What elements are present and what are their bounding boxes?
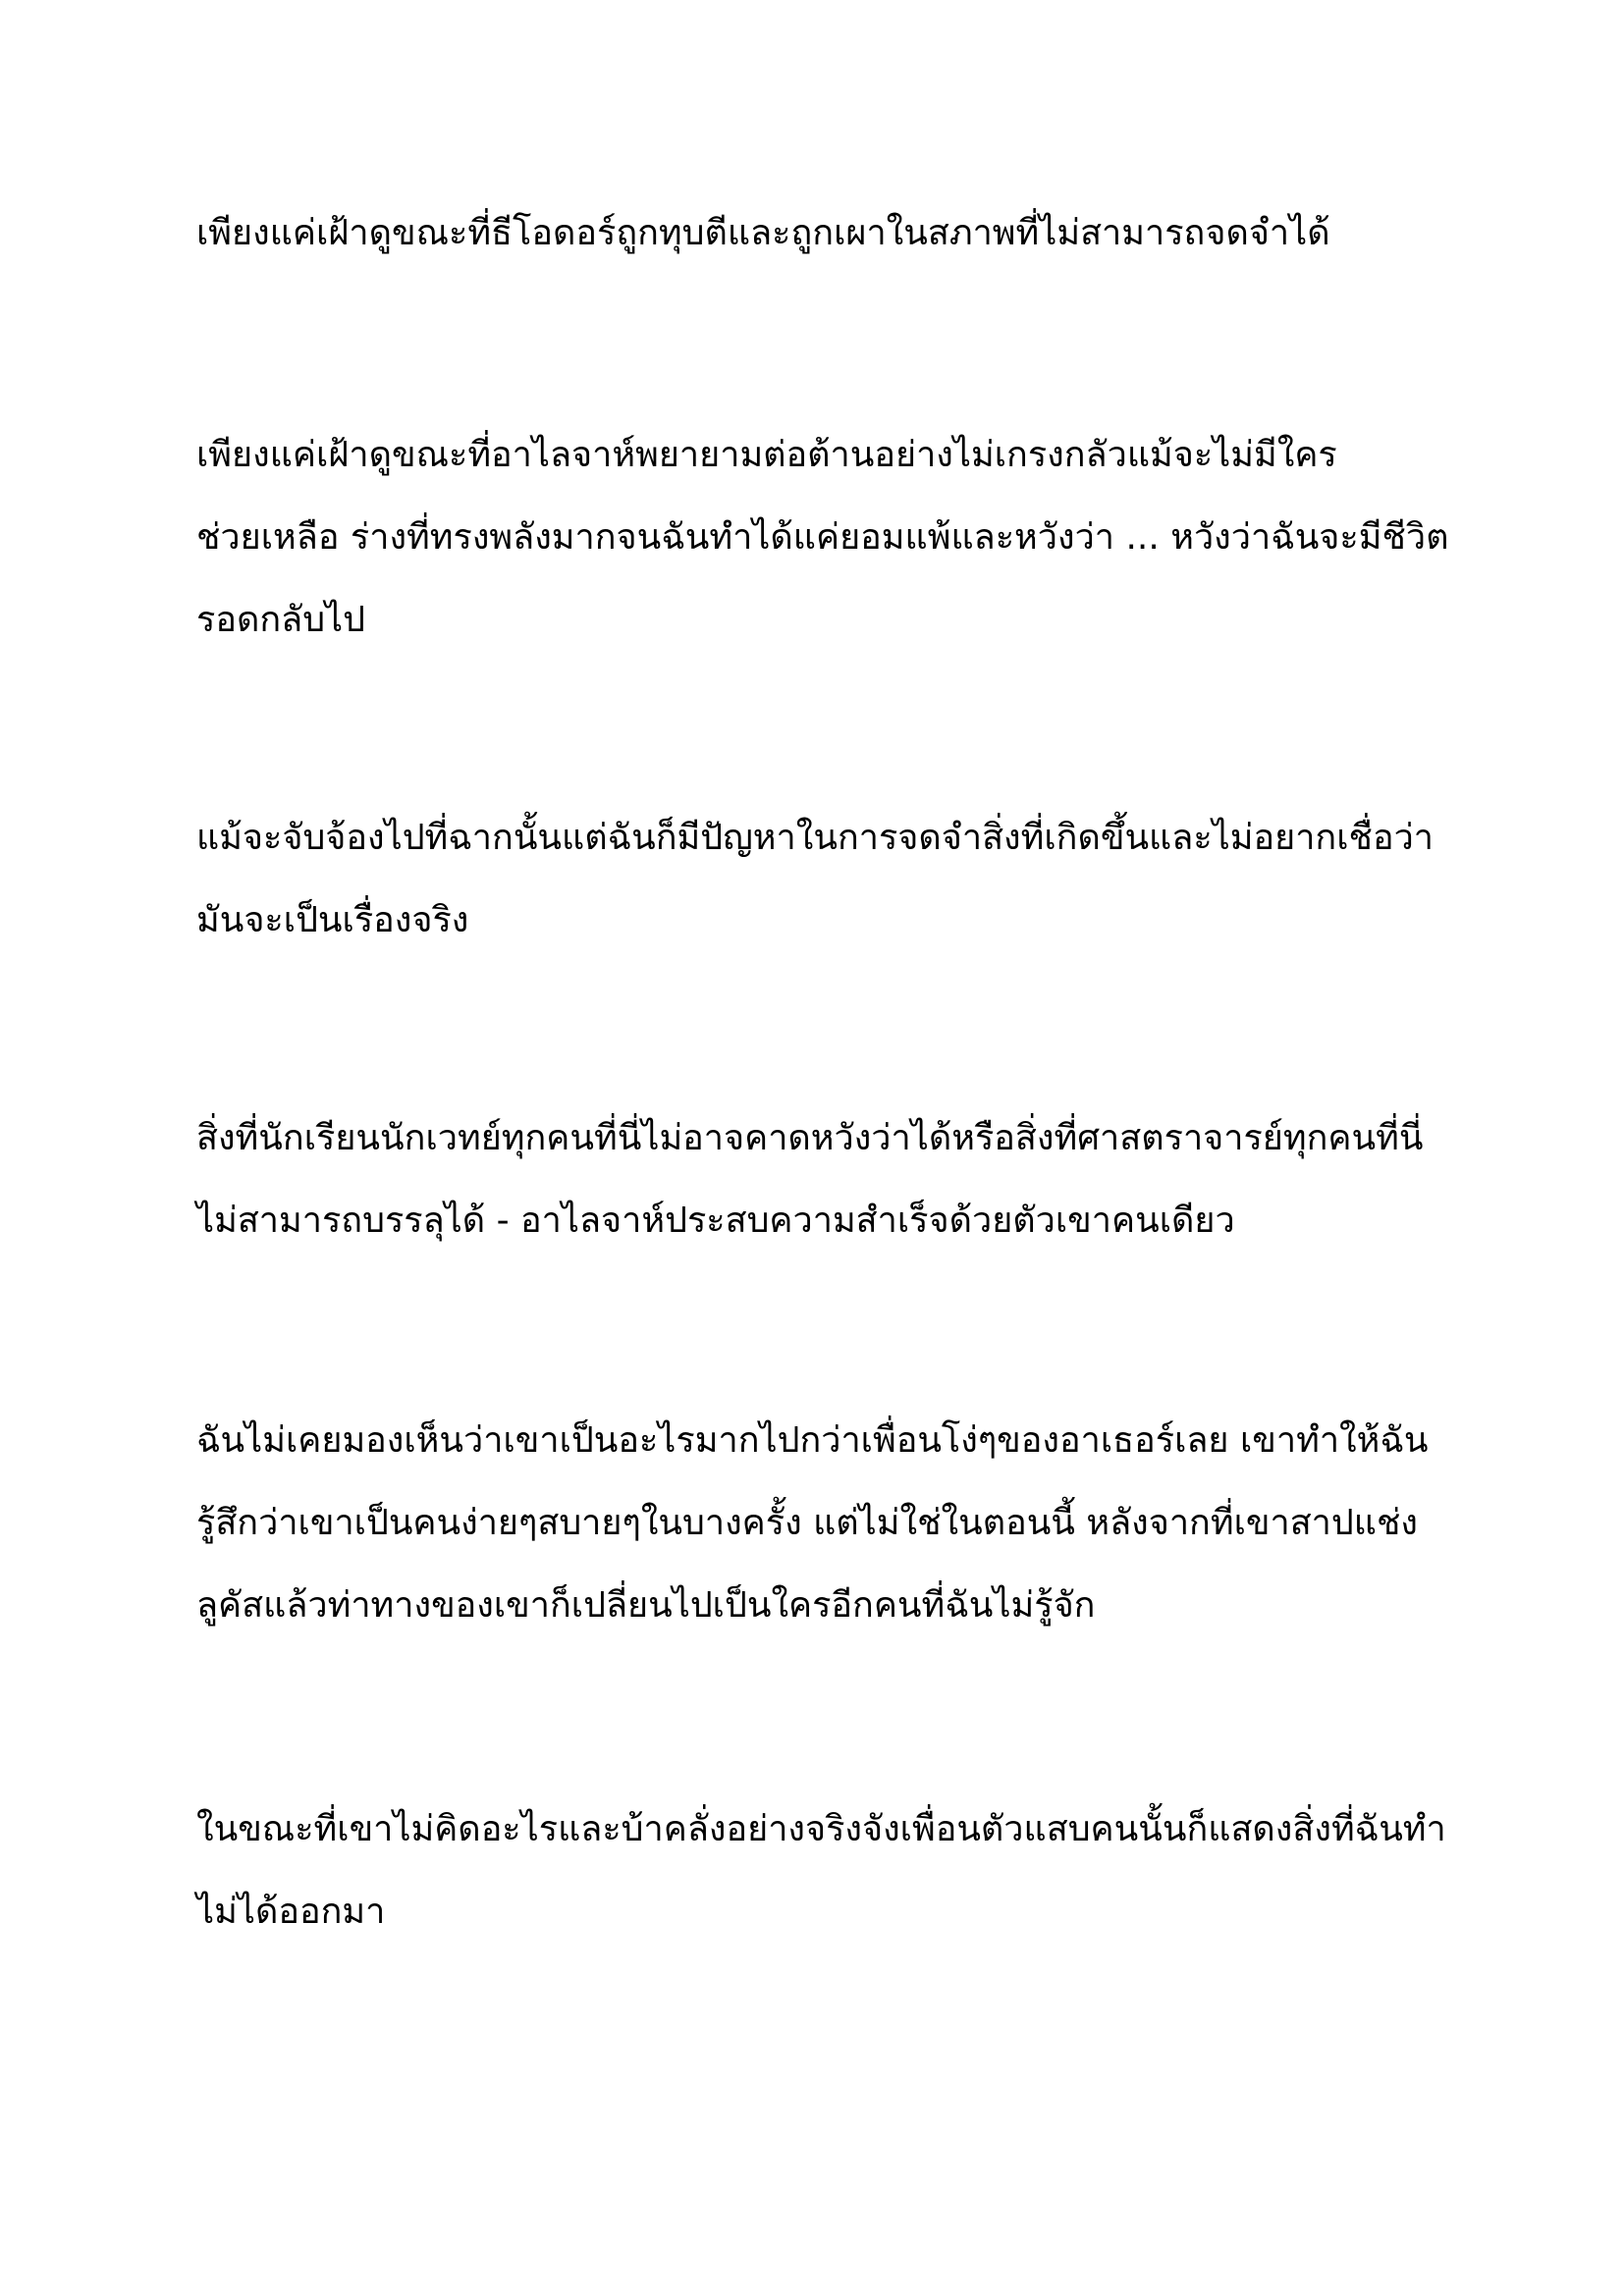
paragraph-5	[196, 1400, 1463, 1647]
paragraph-1	[196, 192, 1463, 275]
paragraph-line: ไม่ได้ออกมา	[196, 1892, 386, 1932]
paragraph-line: เพียงแค่เฝ้าดูขณะที่ธีโอดอร์ถูกทุบตีและถูกเผาในสภาพที่ไม่สามารถจดจำได้	[196, 213, 1330, 253]
paragraph-line: รอดกลับไป	[196, 600, 366, 640]
paragraph-line: แม้จะจับจ้องไปที่ฉากนั้นแต่ฉันก็มีปัญหาในการจดจำสิ่งที่เกิดขึ้นและไม่อยากเชื่อว่า	[196, 818, 1434, 858]
paragraph-line: เพียงแค่เฝ้าดูขณะที่อาไลจาห์พยายามต่อต้านอย่างไม่เกรงกลัวแม้จะไม่มีใคร	[196, 435, 1337, 475]
paragraph-4	[196, 1097, 1463, 1262]
paragraph-6	[196, 1789, 1463, 1953]
paragraph-line: ไม่สามารถบรรลุได้ - อาไลจาห์ประสบความสำเร็จด้วยตัวเขาคนเดียว	[196, 1201, 1235, 1241]
paragraph-line: ฉันไม่เคยมองเห็นว่าเขาเป็นอะไรมากไปกว่าเพื่อนโง่ๆของอาเธอร์เลย เขาทำให้ฉัน	[196, 1420, 1429, 1461]
paragraph-line: ในขณะที่เขาไม่คิดอะไรและบ้าคลั่งอย่างจริงจังเพื่อนตัวแสบคนนั้นก็แสดงสิ่งที่ฉันทำ	[196, 1809, 1446, 1849]
paragraph-line: รู้สึกว่าเขาเป็นคนง่ายๆสบายๆในบางครั้ง แต่ไม่ใช่ในตอนนี้ หลังจากที่เขาสาปแช่ง	[196, 1503, 1418, 1543]
paragraph-line: ลูคัสแล้วท่าทางของเขาก็เปลี่ยนไปเป็นใครอีกคนที่ฉันไม่รู้จัก	[196, 1585, 1096, 1626]
paragraph-2	[196, 414, 1463, 662]
paragraph-line: มันจะเป็นเรื่องจริง	[196, 900, 469, 940]
paragraph-line: สิ่งที่นักเรียนนักเวทย์ทุกคนที่นี่ไม่อาจคาดหวังว่าได้หรือสิ่งที่ศาสตราจารย์ทุกคนที่นี่	[196, 1118, 1424, 1158]
paragraph-3	[196, 797, 1463, 962]
paragraph-line: ช่วยเหลือ ร่างที่ทรงพลังมากจนฉันทำได้แค่ยอมแพ้และหวังว่า ... หวังว่าฉันจะมีชีวิต	[196, 517, 1449, 558]
